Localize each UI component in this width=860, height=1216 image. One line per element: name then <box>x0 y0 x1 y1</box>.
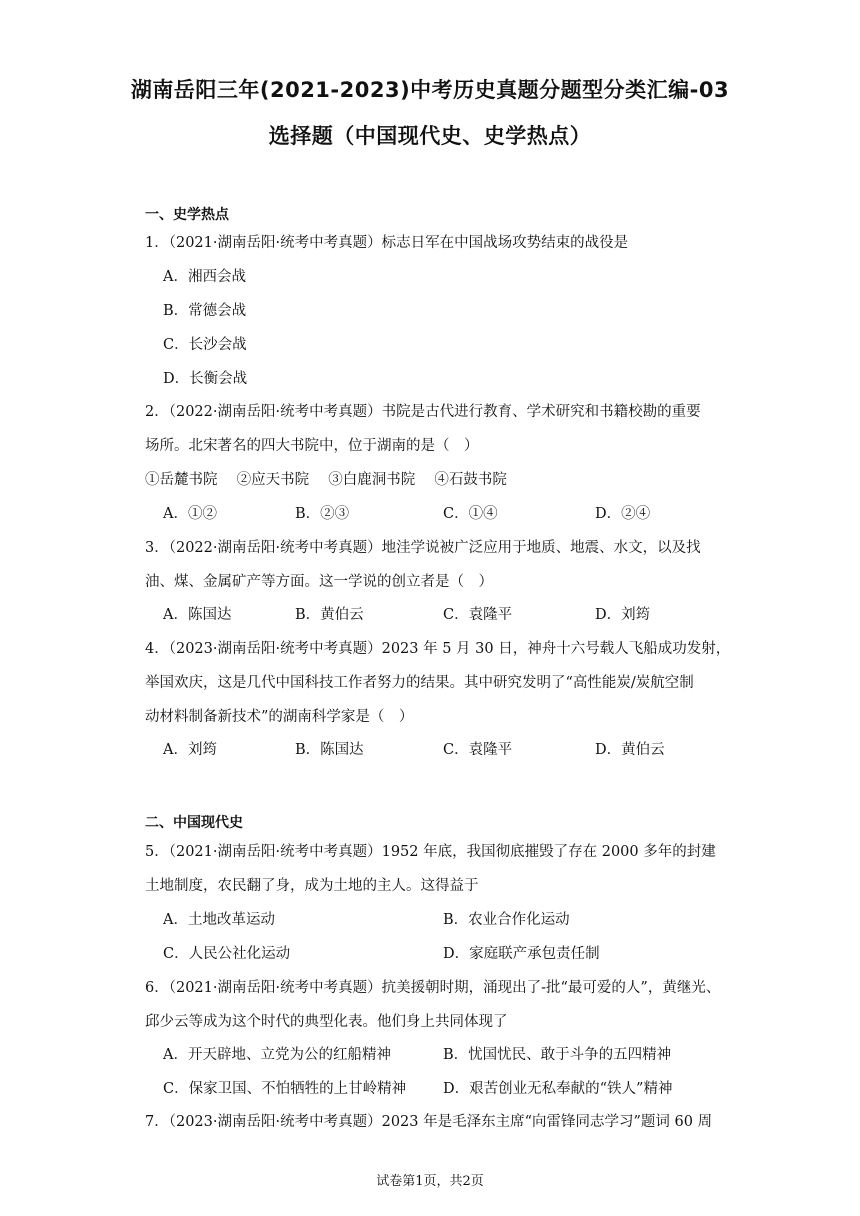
option-c: C．袁隆平 <box>443 607 513 623</box>
question-text: 2．（2022·湖南岳阳·统考中考真题）书院是古代进行教育、学术研究和书籍校勘的重要 <box>145 404 701 420</box>
option-a: A．土地改革运动 <box>163 912 275 928</box>
section-heading: 一、史学热点 <box>145 207 229 223</box>
option-a: A．陈国达 <box>163 607 232 623</box>
option-b: B．农业合作化运动 <box>443 912 570 928</box>
option-b: B．忧国忧民、敢于斗争的五四精神 <box>443 1047 672 1063</box>
option-d: D．长衡会战 <box>163 371 248 387</box>
question-text: 土地制度，农民翻了身，成为土地的主人。这得益于 <box>145 878 479 894</box>
question-text: 4．（2023·湖南岳阳·统考中考真题）2023 年 5 月 30 日，神舟十六号载人飞船成功发射， <box>145 641 731 657</box>
option-a: A．开天辟地、立党为公的红船精神 <box>163 1047 391 1063</box>
option-a: A．湘西会战 <box>163 269 246 285</box>
option-c: C．人民公社化运动 <box>163 946 291 962</box>
question-text: 3．（2022·湖南岳阳·统考中考真题）地洼学说被广泛应用于地质、地震、水文，以及找 <box>145 540 701 556</box>
option-c: C．①④ <box>443 506 498 522</box>
option-b: B．黄伯云 <box>295 607 364 623</box>
page-footer: 试卷第1页，共2页 <box>376 1174 484 1189</box>
question-text: 7．（2023·湖南岳阳·统考中考真题）2023 年是毛泽东主席“向雷锋同志学习”题词 60 周 <box>145 1114 713 1130</box>
option-c: C．保家卫国、不怕牺牲的上甘岭精神 <box>163 1081 407 1097</box>
option-c: C．袁隆平 <box>443 742 513 758</box>
question-text: 场所。北宋著名的四大书院中，位于湖南的是（ ） <box>145 438 479 454</box>
option-a: A．①② <box>163 506 217 522</box>
section-heading: 二、中国现代史 <box>145 815 243 831</box>
question-text: 5．（2021·湖南岳阳·统考中考真题）1952 年底，我国彻底摧毁了存在 2000 多年的封建 <box>145 844 716 860</box>
option-a: A．刘筠 <box>163 742 217 758</box>
page-title-line-2: 选择题（中国现代史、史学热点） <box>268 124 592 148</box>
option-d: D．黄伯云 <box>595 742 665 758</box>
question-text: ①岳麓书院 ②应天书院 ③白鹿洞书院 ④石鼓书院 <box>145 472 507 488</box>
question-text: 邱少云等成为这个时代的典型化表。他们身上共同体现了 <box>145 1014 508 1030</box>
question-text: 动材料制备新技术”的湖南科学家是（ ） <box>145 709 414 725</box>
question-text: 油、煤、金属矿产等方面。这一学说的创立者是（ ） <box>145 574 493 590</box>
option-d: D．刘筠 <box>595 607 651 623</box>
option-b: B．常德会战 <box>163 303 247 319</box>
option-b: B．②③ <box>295 506 350 522</box>
option-b: B．陈国达 <box>295 742 364 758</box>
question-text: 6．（2021·湖南岳阳·统考中考真题）抗美援朝时期，涌现出了-批“最可爱的人”，黄继光、 <box>145 980 721 996</box>
page-title-line-1: 湖南岳阳三年(2021-2023)中考历史真题分题型分类汇编-03 <box>130 78 730 102</box>
option-d: D．家庭联产承包责任制 <box>443 946 600 962</box>
option-c: C．长沙会战 <box>163 337 247 353</box>
question-text: 举国欢庆，这是几代中国科技工作者努力的结果。其中研究发明了“高性能炭/炭航空制 <box>145 675 694 691</box>
option-d: D．②④ <box>595 506 651 522</box>
question-text: 1．（2021·湖南岳阳·统考中考真题）标志日军在中国战场攻势结束的战役是 <box>145 235 629 251</box>
option-d: D．艰苦创业无私奉献的“铁人”精神 <box>443 1081 673 1097</box>
